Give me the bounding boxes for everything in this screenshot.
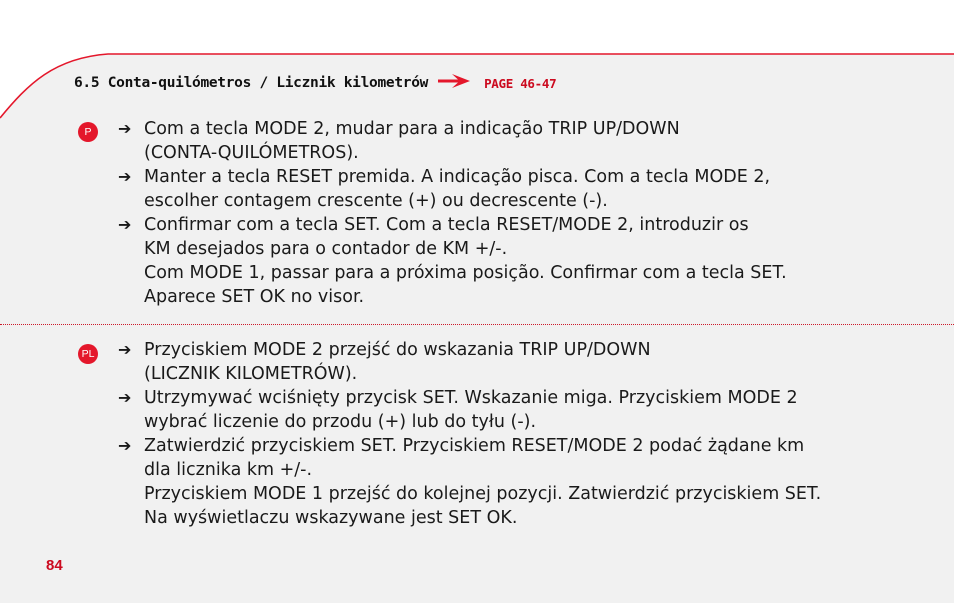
instruction-item [118,386,918,434]
instruction-item [118,338,918,386]
instruction-line: Na wyświetlaczu wskazywane jest SET OK. [144,508,518,528]
bullet-arrow-icon: ➔ [118,340,132,359]
language-badge-pt: P [78,122,98,142]
instruction-line: KM desejados para o contador de KM +/-. [144,239,508,259]
bullet-arrow-icon: ➔ [118,215,132,234]
language-badge-pl: PL [78,344,98,364]
bullet-arrow-icon: ➔ [118,388,132,407]
instructions-pl [118,338,918,530]
section-title [74,74,556,92]
instruction-line: Utrzymywać wciśnięty przycisk SET. Wskazanie miga. Przyciskiem MODE 2 [144,388,798,408]
instruction-item [118,434,918,530]
instruction-line: escolher contagem crescente (+) ou decrescente (-). [144,191,608,211]
instruction-item [118,213,918,309]
instruction-line: Com MODE 1, passar para a próxima posição. Confirmar com a tecla SET. [144,263,787,283]
instruction-line: Com a tecla MODE 2, mudar para a indicação TRIP UP/DOWN [144,119,680,139]
instruction-line: Confirmar com a tecla SET. Com a tecla RESET/MODE 2, introduzir os [144,215,749,235]
instruction-item [118,165,918,213]
page-number: 84 [46,557,63,574]
section-title-text: 6.5 Conta-quilómetros / Licznik kilometrów [74,75,429,91]
instruction-item [118,117,918,165]
instruction-line: dla licznika km +/-. [144,460,313,480]
bullet-arrow-icon: ➔ [118,436,132,455]
instruction-line: Zatwierdzić przyciskiem SET. Przyciskiem RESET/MODE 2 podać żądane km [144,436,805,456]
instruction-line: (LICZNIK KILOMETRÓW). [144,364,358,384]
instruction-line: (CONTA-QUILÓMETROS). [144,143,359,163]
instruction-line: Aparece SET OK no visor. [144,287,365,307]
instruction-line: Przyciskiem MODE 2 przejść do wskazania TRIP UP/DOWN [144,340,651,360]
instructions-pt [118,117,918,309]
instruction-line: Przyciskiem MODE 1 przejść do kolejnej pozycji. Zatwierdzić przyciskiem SET. [144,484,822,504]
instruction-line: Manter a tecla RESET premida. A indicação pisca. Com a tecla MODE 2, [144,167,771,187]
bullet-arrow-icon: ➔ [118,167,132,186]
page-reference: PAGE 46-47 [484,75,557,91]
dotted-separator [0,324,954,325]
instruction-line: wybrać liczenie do przodu (+) lub do tyłu (-). [144,412,537,432]
arrow-right-icon [438,74,470,92]
bullet-arrow-icon: ➔ [118,119,132,138]
